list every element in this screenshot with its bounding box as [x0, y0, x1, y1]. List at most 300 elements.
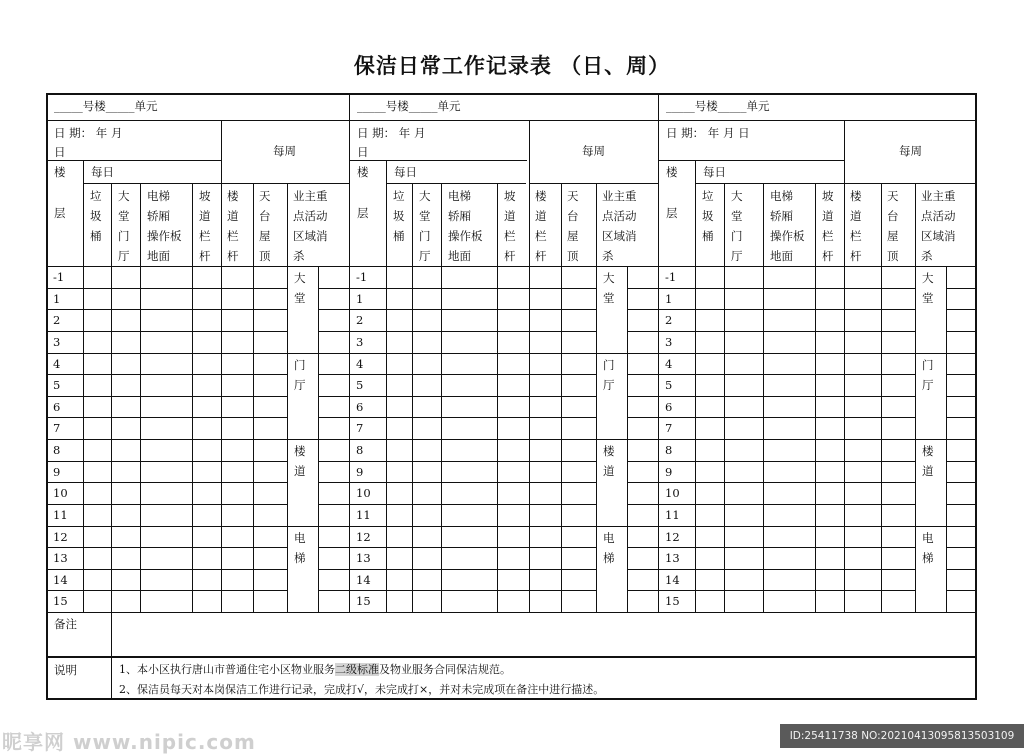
- section-3-weekly-col-header: [850, 186, 862, 266]
- notes-divider: [46, 656, 977, 658]
- section-1-row-line: [318, 590, 349, 591]
- section-2-weekly-col-header-line: 栏: [535, 229, 547, 243]
- section-2-floor-number: 12: [356, 530, 371, 544]
- section-1-row-line: [318, 461, 349, 462]
- section-3-daily-col-header-line: 桶: [702, 229, 714, 243]
- section-3-daily-col-header-line: 栏: [822, 229, 834, 243]
- section-1-daily-col-header: [147, 186, 182, 266]
- section-2-row-line: [627, 288, 658, 289]
- section-3-row-line: [658, 374, 915, 375]
- section-2-floor-number: 1: [356, 292, 364, 306]
- section-1-daily-col-header-line: 道: [199, 209, 211, 223]
- section-2-daily-col-header-line: 大: [419, 189, 431, 203]
- note-1-text: 1、本小区执行唐山市普通住宅小区物业服务: [119, 663, 335, 676]
- section-3-daily-col-header-line: 道: [822, 209, 834, 223]
- section-3-daily-col-header-line: 地面: [770, 249, 793, 263]
- section-1-weekly-column: [287, 183, 288, 612]
- section-3-date-label: 日 期： 年 月 日: [666, 126, 750, 140]
- section-3-floor-number: 3: [665, 335, 673, 349]
- section-2-weekly-col-header-line: 楼: [535, 189, 547, 203]
- section-2-row-line: [349, 396, 596, 397]
- section-1-floor-number: 9: [53, 465, 61, 479]
- section-3-daily-col-header: [770, 186, 805, 266]
- section-1-row-line: [318, 504, 349, 505]
- section-1-row-line: [46, 396, 287, 397]
- section-3-row-line: [946, 482, 977, 483]
- section-2-row-line: [349, 482, 596, 483]
- section-3-row-line: [946, 331, 977, 332]
- section-2-weekly-col-header: [535, 186, 547, 266]
- section-2-floor-number: 5: [356, 378, 364, 392]
- section-1-row-line: [46, 504, 287, 505]
- section-3-weekly-col-header: [887, 186, 899, 266]
- section-1-row-line: [318, 374, 349, 375]
- section-1-row-line: [46, 461, 287, 462]
- section-1-date-label-day: 日: [54, 145, 66, 159]
- section-1-weekly-col-header-line: 区域消: [293, 229, 328, 243]
- section-1-floor-number: 6: [53, 400, 61, 414]
- section-2-area-line: [596, 526, 658, 527]
- section-3-row-line: [658, 439, 915, 440]
- section-2-floor-label: 楼: [357, 165, 369, 179]
- section-1-weekly-col-header: [227, 186, 239, 266]
- section-3-row-line: [658, 417, 915, 418]
- section-1-row-line: [318, 288, 349, 289]
- section-2-daily-col-header-line: 坡: [504, 189, 516, 203]
- section-2-floor-number: 13: [356, 551, 371, 565]
- section-1-weekly-col-header-line: 天: [259, 189, 271, 203]
- section-2-weekly-col-header-line: 业主重: [602, 189, 637, 203]
- section-2-row-line: [349, 417, 596, 418]
- section-3-row-line: [658, 526, 915, 527]
- section-2-building-unit: _____号楼_____单元: [357, 99, 461, 113]
- section-3-weekly-col-header-line: 天: [887, 189, 899, 203]
- section-3-daily-col-header-line: 厅: [731, 249, 743, 263]
- section-3-area-label: [922, 268, 934, 308]
- section-3-date-divider: [658, 160, 845, 161]
- section-3-weekly-col-header-line: 栏: [850, 229, 862, 243]
- section-2-floor-number: 2: [356, 313, 364, 327]
- section-1-area-line: [287, 439, 349, 440]
- section-3-row-line: [658, 547, 915, 548]
- section-2-row-line: [349, 288, 596, 289]
- section-2-row-line: [349, 569, 596, 570]
- section-1-area-label: [294, 268, 306, 308]
- section-1-row-line: [46, 309, 287, 310]
- section-2-floor-label-2: 层: [357, 206, 369, 220]
- section-3-floor-number: 11: [665, 508, 680, 522]
- section-2-daily-col-header-line: 地面: [448, 249, 471, 263]
- section-2-row-line: [349, 547, 596, 548]
- section-3-daily-col-header: [822, 186, 834, 266]
- section-3-area-label-line: 厅: [922, 378, 934, 392]
- section-2-weekly-start: [529, 120, 530, 612]
- section-1-daily-col-header-line: 堂: [118, 209, 130, 223]
- section-3-area-line: [915, 526, 977, 527]
- section-1-weekly-label: 每周: [273, 144, 296, 158]
- section-2-area-label: [603, 268, 615, 308]
- section-3-weekly-col-header-line: 道: [850, 209, 862, 223]
- section-2-date-divider: [349, 160, 527, 161]
- section-2-area-label-line: 梯: [603, 551, 615, 565]
- section-2-row-line: [349, 331, 596, 332]
- section-1-building-unit: _____号楼_____单元: [54, 99, 158, 113]
- section-1-daily-col-header-line: 厅: [118, 249, 130, 263]
- section-3-weekly-column: [915, 183, 916, 612]
- section-3-floor-number: 10: [665, 486, 680, 500]
- section-3-row-line: [658, 504, 915, 505]
- section-2-weekly-col-header-line: 点活动: [602, 209, 637, 223]
- section-3-floor-column: [695, 160, 696, 612]
- section-1-weekly-col-header-line: 栏: [227, 229, 239, 243]
- section-3-weekly-col-header-line: 杆: [850, 249, 862, 263]
- section-2-floor-number: 10: [356, 486, 371, 500]
- image-id-badge: ID:25411738 NO:20210413095813503109: [780, 724, 1024, 748]
- section-1-area-label-line: 道: [294, 464, 306, 478]
- section-3-weekly-col-header-line: 屋: [887, 229, 899, 243]
- section-2-weekly-col-header-line: 台: [567, 209, 579, 223]
- section-3-area-label: [922, 528, 934, 568]
- section-1-floor-label-2: 层: [54, 206, 66, 220]
- header-divider: [46, 120, 977, 121]
- section-1-area-line: [287, 526, 349, 527]
- section-2-area-line: [596, 439, 658, 440]
- remarks-label: 备注: [54, 617, 77, 631]
- section-1-daily-col-header: [90, 186, 102, 246]
- section-1-area-label-line: 厅: [294, 378, 306, 392]
- section-2-area-label-line: 大: [603, 271, 615, 285]
- section-3-row-line: [946, 396, 977, 397]
- section-3-floor-number: 5: [665, 378, 673, 392]
- section-2-weekly-col-header-line: 杆: [535, 249, 547, 263]
- section-3-floor-number: 9: [665, 465, 673, 479]
- section-2-date-label: 日 期： 年 月: [357, 126, 426, 140]
- section-2-area-line: [596, 353, 658, 354]
- section-1-row-line: [46, 482, 287, 483]
- section-2-row-line: [627, 569, 658, 570]
- section-2-daily-col-header-line: 栏: [504, 229, 516, 243]
- section-3-area-label-line: 门: [922, 358, 934, 372]
- section-2-daily-col-header: [393, 186, 405, 246]
- section-2-weekly-col-header-line: 杀: [602, 249, 614, 263]
- section-2-weekly-col-header-line: 顶: [567, 249, 579, 263]
- section-1-row-line: [46, 353, 287, 354]
- section-1-area-line: [287, 353, 349, 354]
- section-2-row-line: [349, 590, 596, 591]
- section-3-weekly-start: [844, 120, 845, 612]
- section-3-daily-divider: [695, 183, 844, 184]
- section-3-row-line: [946, 569, 977, 570]
- section-3-area-label-line: 堂: [922, 291, 934, 305]
- section-1-daily-col-header-line: 垃: [90, 189, 102, 203]
- section-3-row-line: [946, 309, 977, 310]
- section-2-area-label-line: 电: [603, 531, 615, 545]
- section-2-area-label: [603, 528, 615, 568]
- section-3-weekly-col-header: [921, 186, 956, 266]
- section-3-row-line: [658, 396, 915, 397]
- section-3-weekly-col-header-line: 杀: [921, 249, 933, 263]
- section-2-row-line: [627, 374, 658, 375]
- section-1-date-label: 日 期： 年 月: [54, 126, 123, 140]
- section-3-daily-col-header-line: 圾: [702, 209, 714, 223]
- section-3-daily-col-header: [702, 186, 714, 246]
- section-1-row-line: [46, 288, 287, 289]
- section-2-floor-number: 3: [356, 335, 364, 349]
- section-3-weekly-col-header-line: 业主重: [921, 189, 956, 203]
- section-1-weekly-col-header-line: 杀: [293, 249, 305, 263]
- section-2-area-label-line: 道: [603, 464, 615, 478]
- section-3-daily-label: 每日: [703, 165, 726, 179]
- section-1-weekly-col-header-line: 屋: [259, 229, 271, 243]
- section-3-daily-col-header-line: 操作板: [770, 229, 805, 243]
- section-2-floor-number: 15: [356, 594, 371, 608]
- section-3-row-line: [946, 461, 977, 462]
- section-2-area-label: [603, 355, 615, 395]
- section-1-row-line: [318, 547, 349, 548]
- section-3-row-line: [946, 590, 977, 591]
- section-2-area-label-line: 厅: [603, 378, 615, 392]
- section-2-daily-col-header-line: 垃: [393, 189, 405, 203]
- section-3-row-line: [658, 569, 915, 570]
- section-3-floor-number: 15: [665, 594, 680, 608]
- section-1-weekly-col-header-line: 道: [227, 209, 239, 223]
- section-2-weekly-col-header: [602, 186, 637, 266]
- section-2-weekly-col-header: [567, 186, 579, 266]
- section-1-row-line: [46, 569, 287, 570]
- note-1: [119, 663, 511, 677]
- section-1-daily-col-header-line: 轿厢: [147, 209, 170, 223]
- section-3-weekly-col-header-line: 顶: [887, 249, 899, 263]
- section-2-floor-number: 11: [356, 508, 371, 522]
- section-2-row-line: [349, 526, 596, 527]
- section-1-row-line: [46, 417, 287, 418]
- section-3-building-unit: _____号楼_____单元: [666, 99, 770, 113]
- note-1-text: 及物业服务合同保洁规范。: [379, 663, 511, 676]
- section-2-date-label-day: 日: [357, 145, 369, 159]
- section-1-daily-label: 每日: [91, 165, 114, 179]
- section-2-daily-divider: [386, 183, 526, 184]
- section-2-daily-label: 每日: [394, 165, 417, 179]
- section-3-area-label-line: 道: [922, 464, 934, 478]
- section-1-floor-number: 14: [53, 573, 68, 587]
- section-1-area-label-line: 梯: [294, 551, 306, 565]
- section-1-daily-divider: [83, 183, 221, 184]
- section-3-floor-label-2: 层: [666, 206, 678, 220]
- section-1-daily-col-header-line: 坡: [199, 189, 211, 203]
- section-2-row-line: [349, 461, 596, 462]
- section-3-row-line: [658, 288, 915, 289]
- section-3-area-label-line: 大: [922, 271, 934, 285]
- section-1-row-line: [318, 309, 349, 310]
- section-3-row-line: [946, 547, 977, 548]
- section-2-floor-number: 6: [356, 400, 364, 414]
- section-1-date-divider: [46, 160, 222, 161]
- section-1-daily-col-header: [118, 186, 130, 266]
- section-1-row-line: [46, 547, 287, 548]
- section-1-weekly-col-header-line: 杆: [227, 249, 239, 263]
- section-1-row-line: [318, 569, 349, 570]
- section-2-daily-col-header-line: 电梯: [448, 189, 471, 203]
- section-1-floor-label: 楼: [54, 165, 66, 179]
- section-3-floor-number: 13: [665, 551, 680, 565]
- section-1-floor-number: 4: [53, 357, 61, 371]
- section-3-daily-col-header-line: 坡: [822, 189, 834, 203]
- section-2-floor-number: 14: [356, 573, 371, 587]
- section-3-row-line: [658, 353, 915, 354]
- section-2-floor-number: 7: [356, 421, 364, 435]
- section-1-row-line: [318, 482, 349, 483]
- section-3-area-label-line: 楼: [922, 444, 934, 458]
- section-1-row-line: [46, 374, 287, 375]
- section-1-row-line: [46, 526, 287, 527]
- section-2-area-label-line: 门: [603, 358, 615, 372]
- section-1-daily-col-header-line: 圾: [90, 209, 102, 223]
- label-column-divider: [111, 612, 112, 700]
- section-1-area-label-line: 电: [294, 531, 306, 545]
- section-2-weekly-col-header-line: 区域消: [602, 229, 637, 243]
- section-3-weekly-divider: [844, 183, 977, 184]
- section-3-floor-number: 2: [665, 313, 673, 327]
- section-1-daily-col-header-line: 桶: [90, 229, 102, 243]
- section-3-area-label: [922, 355, 934, 395]
- section-2-row-line: [627, 309, 658, 310]
- section-2-row-line: [627, 482, 658, 483]
- section-3-row-line: [946, 417, 977, 418]
- section-1-area-label: [294, 528, 306, 568]
- section-3-weekly-label: 每周: [899, 144, 922, 158]
- section-2-weekly-divider: [529, 183, 658, 184]
- section-2-weekly-col-header-line: 天: [567, 189, 579, 203]
- section-3-floor-number: -1: [665, 270, 677, 284]
- section-3-area-label: [922, 441, 934, 481]
- section-1-row-line: [46, 590, 287, 591]
- section-1-daily-col-header-line: 门: [118, 229, 130, 243]
- highlighted-standard: 二级标准: [335, 663, 379, 676]
- section-2-daily-col-header-line: 道: [504, 209, 516, 223]
- section-1-floor-number: 13: [53, 551, 68, 565]
- section-2-row-line: [349, 439, 596, 440]
- note-2: 2、保洁员每天对本岗保洁工作进行记录，完成打√，未完成打×，并对未完成项在备注中进行描述。: [119, 683, 605, 696]
- section-2-row-line: [627, 396, 658, 397]
- section-1-weekly-col-header: [259, 186, 271, 266]
- section-3-row-line: [946, 504, 977, 505]
- watermark-logo: 昵享网 www.nipic.com: [2, 730, 256, 754]
- section-1-floor-number: 12: [53, 530, 68, 544]
- section-3-row-line: [658, 331, 915, 332]
- section-2-daily-col-header-line: 操作板: [448, 229, 483, 243]
- section-1-floor-column: [83, 160, 84, 612]
- section-1-weekly-col-header: [293, 186, 328, 266]
- section-2-daily-col-header-line: 堂: [419, 209, 431, 223]
- section-1-daily-col-header-line: 杆: [199, 249, 211, 263]
- rows-bottom-divider: [46, 612, 977, 613]
- section-1-daily-col-header-line: 地面: [147, 249, 170, 263]
- section-3-floor-number: 14: [665, 573, 680, 587]
- section-3-floor-number: 12: [665, 530, 680, 544]
- section-1-area-label-line: 门: [294, 358, 306, 372]
- section-3-daily-col-header-line: 门: [731, 229, 743, 243]
- section-3-floor-number: 6: [665, 400, 673, 414]
- section-1-row-line: [46, 331, 287, 332]
- section-3-daily-col-header-line: 垃: [702, 189, 714, 203]
- section-1-floor-number: 1: [53, 292, 61, 306]
- section-2-daily-col-header-line: 杆: [504, 249, 516, 263]
- section-3-row-line: [658, 482, 915, 483]
- section-2-row-line: [627, 331, 658, 332]
- section-2-area-label: [603, 441, 615, 481]
- section-1-floor-number: 11: [53, 508, 68, 522]
- section-1-weekly-divider: [221, 183, 349, 184]
- section-3-weekly-col-header-line: 台: [887, 209, 899, 223]
- section-2-weekly-column: [596, 183, 597, 612]
- section-3-daily-col-header-line: 轿厢: [770, 209, 793, 223]
- page-title: 保洁日常工作记录表 （日、周）: [353, 54, 671, 78]
- section-1-area-label-line: 大: [294, 271, 306, 285]
- rows-top-divider: [46, 266, 977, 267]
- section-3-floor-number: 4: [665, 357, 673, 371]
- section-2-row-line: [349, 374, 596, 375]
- section-3-area-label-line: 梯: [922, 551, 934, 565]
- section-3-row-line: [946, 288, 977, 289]
- section-3-row-line: [946, 374, 977, 375]
- section-1-floor-number: 15: [53, 594, 68, 608]
- section-2-daily-col-header: [419, 186, 431, 266]
- section-1-area-label-line: 堂: [294, 291, 306, 305]
- section-2-floor-number: -1: [356, 270, 368, 284]
- section-1-area-label: [294, 355, 306, 395]
- section-1-weekly-start: [221, 120, 222, 612]
- section-1-daily-col-header-line: 操作板: [147, 229, 182, 243]
- section-3-daily-col-header-line: 大: [731, 189, 743, 203]
- section-3-row-line: [658, 461, 915, 462]
- section-2-row-line: [627, 547, 658, 548]
- section-2-weekly-col-header-line: 屋: [567, 229, 579, 243]
- section-3-row-line: [658, 590, 915, 591]
- section-2-row-line: [627, 461, 658, 462]
- section-1-weekly-col-header-line: 业主重: [293, 189, 328, 203]
- section-2-row-line: [349, 309, 596, 310]
- section-1-row-line: [318, 396, 349, 397]
- section-2-floor-number: 8: [356, 443, 364, 457]
- section-3-weekly-col-header-line: 楼: [850, 189, 862, 203]
- section-3-daily-col-header-line: 堂: [731, 209, 743, 223]
- section-1-daily-col-header-line: 大: [118, 189, 130, 203]
- section-3-weekly-col-header-line: 区域消: [921, 229, 956, 243]
- section-3-area-label-line: 电: [922, 531, 934, 545]
- section-1-floor-number: 7: [53, 421, 61, 435]
- section-1-daily-col-header-line: 电梯: [147, 189, 170, 203]
- section-1-floor-number: 8: [53, 443, 61, 457]
- section-3-daily-col-header: [731, 186, 743, 266]
- section-2-area-label-line: 楼: [603, 444, 615, 458]
- section-3-area-line: [915, 439, 977, 440]
- section-3-floor-number: 1: [665, 292, 673, 306]
- section-1-area-label: [294, 441, 306, 481]
- section-2-daily-col-header: [448, 186, 483, 266]
- section-1-row-line: [46, 439, 287, 440]
- section-3-floor-label: 楼: [666, 165, 678, 179]
- section-2-floor-number: 9: [356, 465, 364, 479]
- section-1-floor-number: 10: [53, 486, 68, 500]
- section-3-row-line: [658, 309, 915, 310]
- section-3-floor-number: 8: [665, 443, 673, 457]
- section-2-daily-col-header: [504, 186, 516, 266]
- section-1-weekly-col-header-line: 楼: [227, 189, 239, 203]
- section-1-row-line: [318, 417, 349, 418]
- section-1-floor-number: -1: [53, 270, 65, 284]
- section-2-weekly-col-header-line: 道: [535, 209, 547, 223]
- section-3-floor-number: 7: [665, 421, 673, 435]
